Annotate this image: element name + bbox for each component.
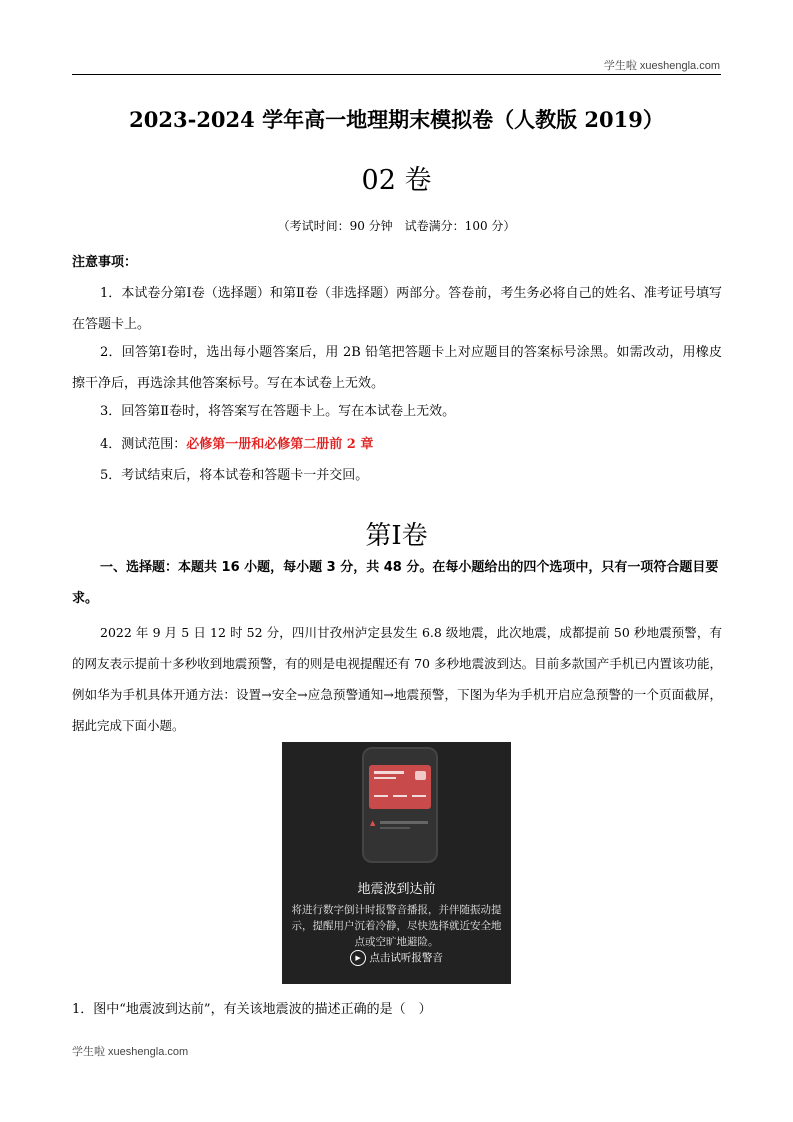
notice-item-4-prefix: 4．测试范围： — [100, 437, 187, 452]
notice-item-3: 3．回答第Ⅱ卷时，将答案写在答题卡上。写在本试卷上无效。 — [100, 404, 456, 419]
notice-heading: 注意事项： — [72, 255, 138, 270]
volume-label: 02 卷 — [361, 165, 432, 196]
footer-site: 学生啦 xueshengla.com — [72, 1046, 189, 1058]
warning-icon: ▲ — [370, 819, 376, 827]
question-heading: 一、选择题：本题共 16 小题，每小题 3 分，共 48 分。在每小题给出的四个选项中，只有一项符合题目要求。 — [72, 560, 719, 606]
figure-title: 地震波到达前 — [357, 882, 436, 897]
notice-item-1: 1．本试卷分第Ⅰ卷（选择题）和第Ⅱ卷（非选择题）两部分。答卷前，考生务必将自己的姓名、准考证号填写在答题卡上。 — [72, 286, 722, 332]
passage: 2022 年 9 月 5 日 12 时 52 分，四川甘孜州泸定县发生 6.8 级地震，此次地震，成都提前 50 秒地震预警，有的网友表示提前十多秒收到地震预警，有的则是电视提醒还有 70 多秒地震波到达。目前多款国产手机已内置该功能，例如华为手机具体开通方法：设置→安全→应急预警通知→地震预警，下图为华为手机开启应急预警的一个页面截屏，据此完成下面小题。 — [72, 625, 722, 733]
figure-description: 将进行数字倒计时报警音播报，并伴随振动提示，提醒用户沉着冷静，尽快选择就近安全地点或空旷地避险。 — [291, 904, 502, 948]
notice-item-5: 5．考试结束后，将本试卷和答题卡一并交回。 — [100, 468, 369, 483]
header-divider — [72, 74, 721, 75]
notice-item-4 — [72, 429, 722, 460]
phone-mockup — [362, 747, 438, 863]
header-site: 学生啦 xueshengla.com — [603, 60, 720, 72]
play-alarm-label: 点击试听报警音 — [369, 952, 443, 964]
play-alarm-button — [282, 950, 511, 966]
notice-item-2: 2．回答第Ⅰ卷时，选出每小题答案后，用 2B 铅笔把答题卡上对应题目的答案标号涂黑。如需改动，用橡皮擦干净后，再选涂其他答案标号。写在本试卷上无效。 — [72, 345, 722, 391]
alert-card — [369, 765, 431, 809]
play-icon: ▶ — [350, 950, 366, 966]
question-1: 1．图中“地震波到达前”，有关该地震波的描述正确的是（ ） — [72, 1002, 432, 1017]
section-title: 第Ⅰ卷 — [365, 521, 428, 551]
page-title: 2023-2024 学年高一地理期末模拟卷（人教版 2019） — [129, 107, 664, 132]
phone-screenshot-figure — [282, 742, 511, 984]
exam-info: （考试时间：90 分钟 试卷满分：100 分） — [277, 219, 516, 233]
test-scope-highlight: 必修第一册和必修第二册前 2 章 — [186, 437, 374, 452]
